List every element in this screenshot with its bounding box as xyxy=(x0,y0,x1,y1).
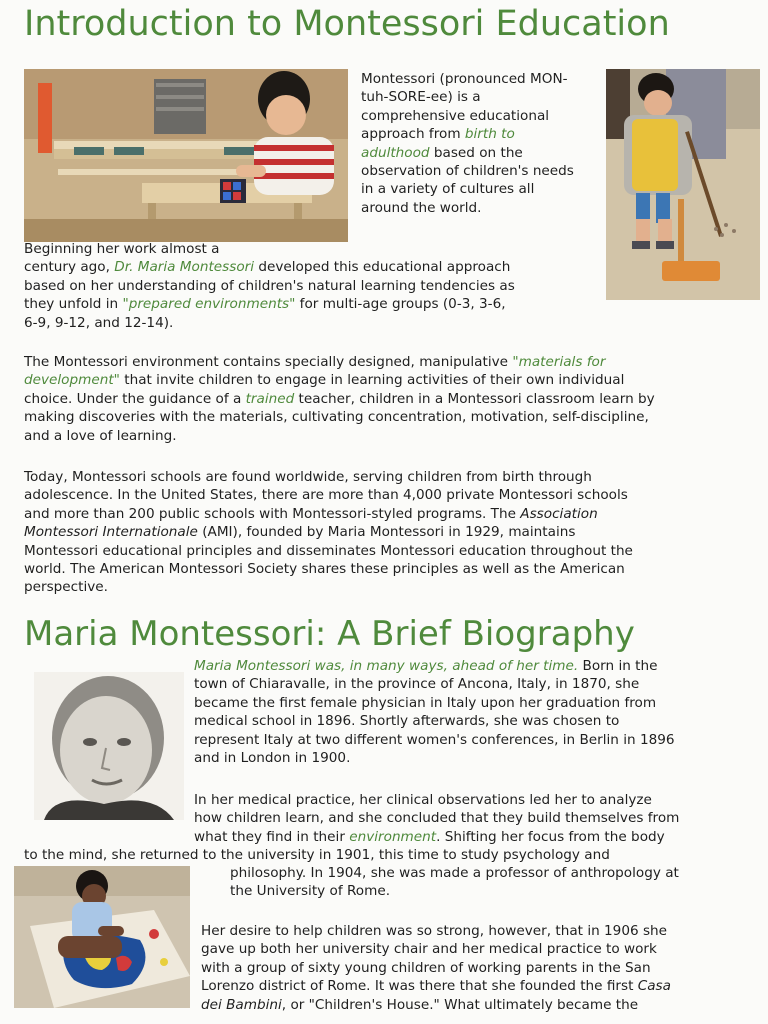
text-line xyxy=(24,353,655,371)
text-line: Beginning her work almost a xyxy=(24,241,220,257)
text-segment: The Montessori environment contains specially designed, manipulative xyxy=(24,354,513,370)
text-line: town of Chiaravalle, in the province of Ancona, Italy, in 1870, she xyxy=(194,676,640,693)
text-segment: teacher, children in a Montessori classroom learn by xyxy=(294,390,655,407)
text-line: became the first female physician in Italy upon her graduation from xyxy=(194,694,657,711)
highlighted-phrase: Dr. Maria Montessori xyxy=(114,259,255,276)
text-line xyxy=(24,371,655,389)
highlighted-phrase: adulthood xyxy=(361,144,430,161)
text-line xyxy=(361,125,574,143)
biography-paragraph-3 xyxy=(201,922,671,1014)
text-segment: and more than 200 public schools with Montessori-styled programs. The xyxy=(24,505,521,522)
text-line: Montessori educational principles and disseminates Montessori education throughout the xyxy=(24,542,633,559)
highlighted-phrase: "materials for xyxy=(512,354,606,370)
text-line: represent Italy at two different women's conferences, in Berlin in 1896 xyxy=(194,731,675,748)
text-line: and a love of learning. xyxy=(24,427,177,444)
text-segment: they unfold in xyxy=(24,296,123,313)
text-line xyxy=(201,977,671,995)
biography-paragraph-1 xyxy=(194,657,675,767)
text-line xyxy=(24,295,515,313)
text-line: observation of children's needs xyxy=(361,163,574,180)
text-line: comprehensive educational xyxy=(361,107,550,124)
text-line: Her desire to help children was so strong, however, that in 1906 she xyxy=(201,923,668,939)
text-line: In her medical practice, her clinical observations led her to analyze xyxy=(194,792,652,808)
highlighted-phrase: Maria Montessori was, in many ways, ahead of her time. xyxy=(194,658,579,674)
italic-phrase: Montessori Internationale xyxy=(24,524,198,541)
text-segment: . Shifting her focus from the body xyxy=(436,828,665,845)
text-line: world. The American Montessori Society shares these principles as well as the American xyxy=(24,561,625,578)
text-line: around the world. xyxy=(361,199,482,216)
highlighted-phrase: trained xyxy=(245,390,295,407)
text-line xyxy=(24,523,633,541)
text-line xyxy=(24,505,633,523)
text-segment: choice. Under the guidance of a xyxy=(24,390,246,407)
text-segment: (AMI), founded by Maria Montessori in 1929, maintains xyxy=(197,524,576,541)
biography-heading: Maria Montessori: A Brief Biography xyxy=(24,614,635,654)
text-line: perspective. xyxy=(24,579,108,596)
text-line: adolescence. In the United States, there are more than 4,000 private Montessori schools xyxy=(24,487,628,504)
text-line xyxy=(194,657,675,675)
text-segment: Lorenzo district of Rome. It was there that she founded the first xyxy=(201,978,638,995)
text-line: Today, Montessori schools are found worldwide, serving children from birth through xyxy=(24,469,592,485)
intro-paragraph-2 xyxy=(24,240,515,332)
maria-montessori-portrait xyxy=(34,672,184,820)
classroom-photo xyxy=(24,69,348,242)
text-line: tuh-SORE-ee) is a xyxy=(361,89,481,106)
text-segment: approach from xyxy=(361,126,465,143)
text-segment: Born in the xyxy=(578,658,658,674)
intro-paragraph-1 xyxy=(361,70,574,217)
text-line: philosophy. In 1904, she was made a professor of anthropology at xyxy=(230,865,679,881)
text-segment: developed this educational approach xyxy=(254,259,511,276)
page-title: Introduction to Montessori Education xyxy=(24,4,670,44)
text-line: medical school in 1896. Shortly afterwards, she was chosen to xyxy=(194,713,620,730)
biography-paragraph-2-end xyxy=(230,864,679,901)
text-line: with a group of sixty young children of working parents in the San xyxy=(201,959,651,976)
text-line: and in London in 1900. xyxy=(194,750,351,767)
highlighted-phrase: birth to xyxy=(464,126,515,143)
italic-phrase: Casa xyxy=(637,978,671,995)
text-line xyxy=(361,144,574,162)
text-segment: , or "Children's House." What ultimately became the xyxy=(281,996,639,1013)
text-segment: for multi-age groups (0-3, 3-6, xyxy=(295,296,506,313)
text-line: gave up both her university chair and her medical practice to work xyxy=(201,941,657,958)
text-line: 6-9, 9-12, and 12-14). xyxy=(24,314,174,331)
intro-paragraph-3 xyxy=(24,353,655,445)
text-line: to the mind, she returned to the university in 1901, this time to study psychology and xyxy=(24,847,610,863)
text-line xyxy=(24,258,515,276)
child-puzzle-map-photo xyxy=(14,866,190,1008)
italic-phrase: dei Bambini xyxy=(201,996,282,1013)
text-line xyxy=(201,996,671,1014)
italic-phrase: Association xyxy=(520,505,598,522)
intro-paragraph-4 xyxy=(24,468,633,597)
text-segment: that invite children to engage in learning activities of their own individual xyxy=(119,372,625,389)
text-line: Montessori (pronounced MON- xyxy=(361,71,568,87)
highlighted-phrase: environment xyxy=(349,828,437,845)
text-line: the University of Rome. xyxy=(230,883,391,900)
text-segment: what they find in their xyxy=(194,828,350,845)
highlighted-phrase: "prepared environments" xyxy=(122,296,296,313)
biography-paragraph-2-wide xyxy=(24,846,610,864)
text-line: in a variety of cultures all xyxy=(361,181,535,198)
highlighted-phrase: development" xyxy=(24,372,120,389)
text-line: based on her understanding of children's natural learning tendencies as xyxy=(24,277,515,294)
biography-paragraph-2 xyxy=(194,791,679,846)
text-line: how children learn, and she concluded that they build themselves from xyxy=(194,810,680,827)
text-segment: century ago, xyxy=(24,259,115,276)
text-line: making discoveries with the materials, cultivating concentration, motivation, self-discipline, xyxy=(24,409,649,426)
text-line xyxy=(24,390,655,408)
child-sweeping-photo xyxy=(606,69,760,300)
text-segment: based on the xyxy=(429,144,523,161)
text-line xyxy=(194,828,679,846)
